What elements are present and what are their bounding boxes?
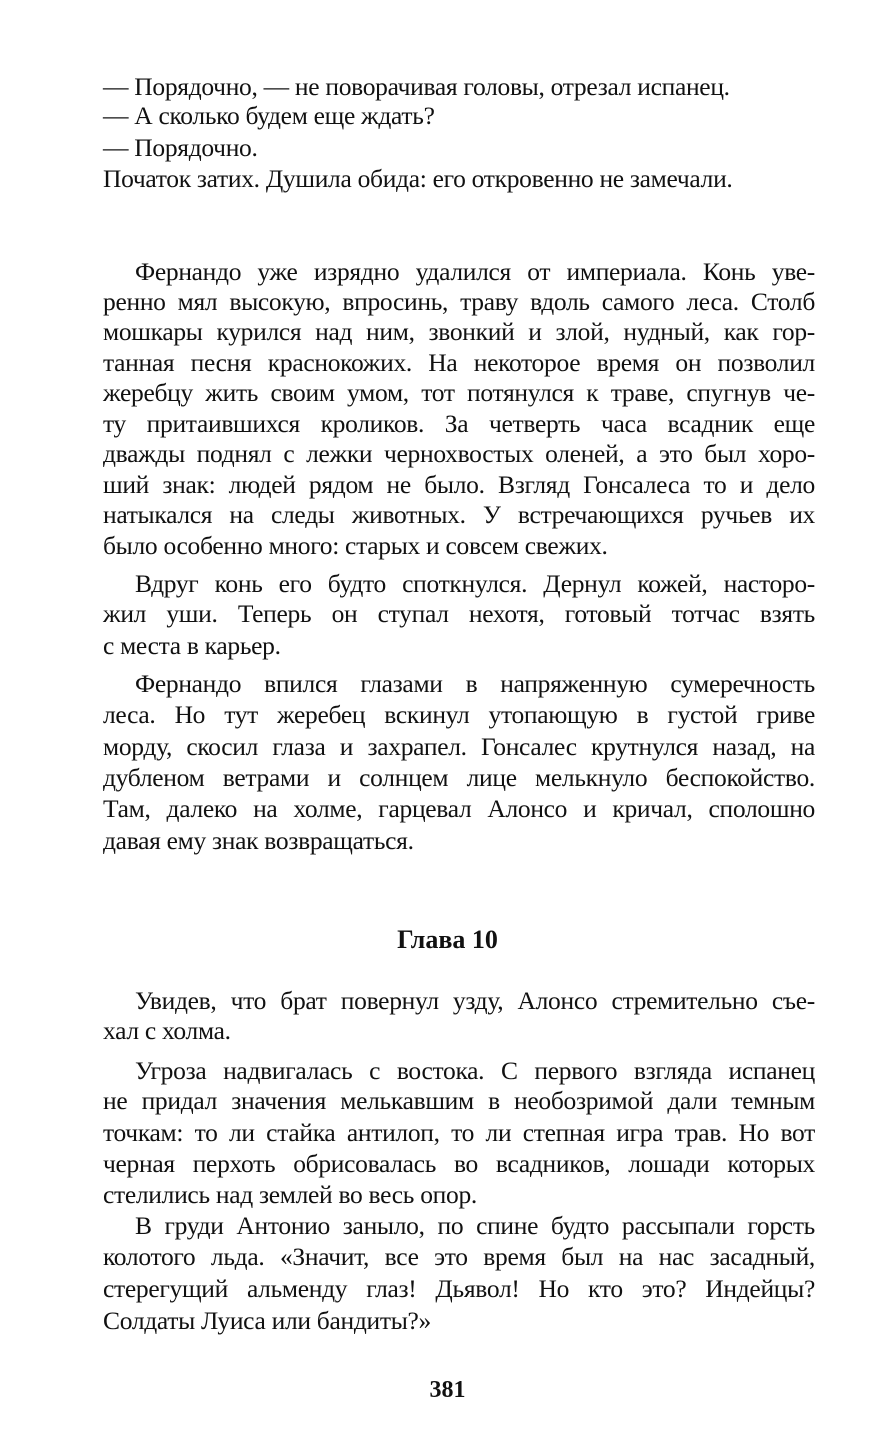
text-line: стелились над землей во весь опор.	[103, 1180, 477, 1209]
text-line: Увидев, что брат повернул узду, Алонсо стремительно съе-	[135, 986, 815, 1015]
dialogue-line: — А сколько будем еще ждать?	[103, 101, 435, 130]
text-line: В груди Антонио заныло, по спине будто рассыпали горсть	[135, 1211, 815, 1240]
text-line: Вдруг конь его будто споткнулся. Дернул кожей, насторо-	[135, 569, 815, 598]
text-line: дважды поднял с лежки чернохвостых оленей, а это был хоро-	[103, 439, 815, 468]
text-line: жил уши. Теперь он ступал нехотя, готовый тотчас взять	[103, 599, 815, 628]
text-line: Фернандо уже изрядно удалился от империала. Конь уве-	[135, 257, 815, 286]
dialogue-line: — Порядочно.	[103, 133, 258, 162]
text-line: стерегущий альменду глаз! Дьявол! Но кто это? Индейцы?	[103, 1274, 815, 1303]
text-line: давая ему знак возвращаться.	[103, 826, 414, 855]
text-line: дубленом ветрами и солнцем лице мелькнуло беспокойство.	[103, 763, 815, 792]
text-line: с места в карьер.	[103, 631, 281, 660]
text-line: ший знак: людей рядом не было. Взгляд Гонсалеса то и дело	[103, 470, 815, 499]
chapter-heading: Глава 10	[397, 925, 498, 954]
text-line: Початок затих. Душила обида: его откровенно не замечали.	[103, 164, 733, 193]
text-line: танная песня краснокожих. На некоторое время он позволил	[103, 348, 815, 377]
text-line: морду, скосил глаза и захрапел. Гонсалес крутнулся назад, на	[103, 732, 815, 761]
text-line: Угроза надвигалась с востока. С первого взгляда испанец	[135, 1056, 815, 1085]
text-line: не придал значения мелькавшим в необозримой дали темным	[103, 1086, 815, 1115]
text-line: жеребцу жить своим умом, тот потянулся к траве, спугнув че-	[103, 378, 815, 407]
text-line: леса. Но тут жеребец вскинул утопающую в густой гриве	[103, 700, 815, 729]
text-line: ту притаившихся кроликов. За четверть часа всадник еще	[103, 409, 815, 438]
text-line: точкам: то ли стайка антилоп, то ли степная игра трав. Но вот	[103, 1118, 815, 1147]
text-line: ренно мял высокую, впросинь, траву вдоль самого леса. Столб	[103, 287, 815, 316]
text-line: черная перхоть обрисовалась во всадников, лошади которых	[103, 1149, 815, 1178]
dialogue-line: — Порядочно, — не поворачивая головы, отрезал испанец.	[103, 72, 730, 101]
text-line: было особенно много: старых и совсем свежих.	[103, 531, 608, 560]
text-line: мошкары курился над ним, звонкий и злой, нудный, как гор-	[103, 317, 815, 346]
text-line: колотого льда. «Значит, все это время был на нас засадный,	[103, 1242, 815, 1271]
text-line: Фернандо впился глазами в напряженную сумеречность	[135, 669, 815, 698]
text-line: натыкался на следы животных. У встречающихся ручьев их	[103, 500, 815, 529]
text-line: Солдаты Луиса или бандиты?»	[103, 1306, 432, 1335]
text-line: Там, далеко на холме, гарцевал Алонсо и кричал, сполошно	[103, 794, 815, 823]
page-number: 381	[429, 1377, 466, 1403]
text-line: хал с холма.	[103, 1016, 231, 1045]
